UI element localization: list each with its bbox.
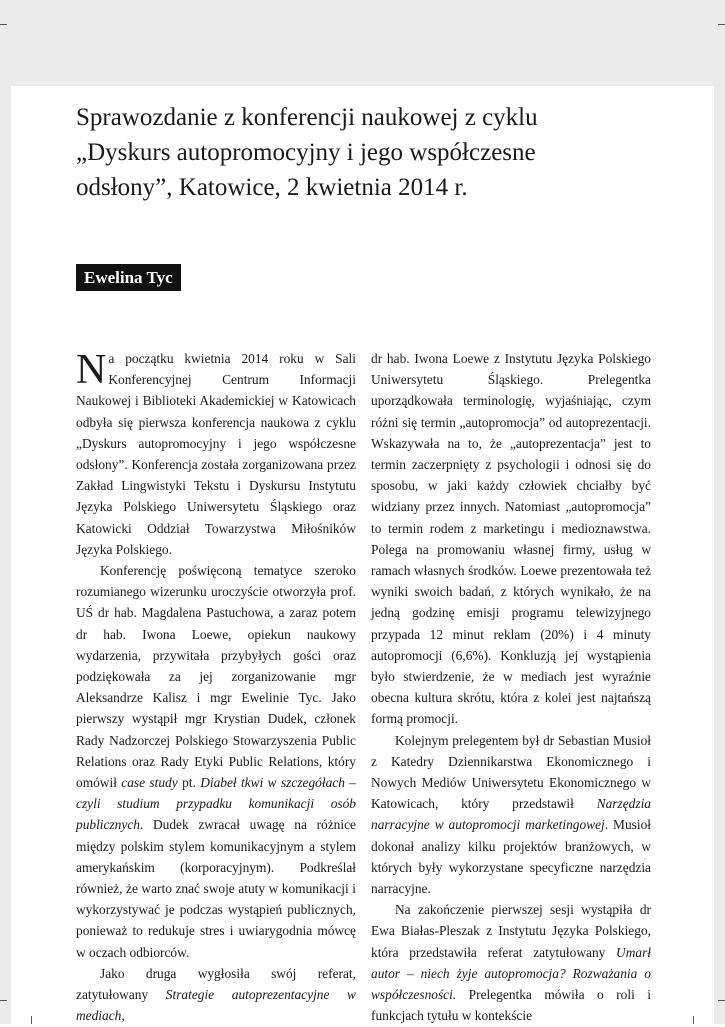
- paragraph: Konferencję poświęconą tematyce szeroko rozumianego wizerunku uroczyście otworzyła prof. UŚ dr hab. Magdalena Pastuchowa, a zaraz potem dr hab. Iwona Loewe, opiekun naukowy wydarzenia, przywitała przybyłych gości oraz podziękowała za jej zorganizowanie mgr Aleksandrze Kalisz i mgr Ewelinie Tyc. Jako pierwszy wystąpił mgr Krystian Dudek, członek Rady Nadzorczej Polskiego Stowarzyszenia Public Relations oraz Rady Etyki Public Relations, który omówił case study pt. Diabeł tkwi w szczegółach – czyli studium przypadku komunikacji osób publicznych. Dudek zwracał uwagę na różnice między polskim stylem komunikacyjnym a stylem amerykańskim (korporacyjnym). Podkreślał również, że warto znać swoje atuty w komunikacji i wykorzystywać je podczas wystąpień publicznych, ponieważ to redukuje stres i uwiarygodnia mówcę w oczach odbiorców.: [76, 563, 356, 960]
- article-title: Sprawozdanie z konferencji naukowej z cyklu „Dyskurs autopromocyjny i jego współczesne odsłony”, Katowice, 2 kwietnia 2014 r.: [76, 104, 538, 201]
- paragraph: Na zakończenie pierwszej sesji wystąpiła dr Ewa Białas-Pleszak z Instytutu Języka Polskiego, która przedstawiła referat zatytułowany Umarł autor – niech żyje autopromocja? Rozważania o współczesności. Prelegentka mówiła o roli i funkcjach tytułu w kontekście: [371, 902, 651, 1024]
- crop-mark-bottom-left: [0, 1000, 7, 1001]
- crop-mark-bottom-left-v: [31, 1016, 32, 1024]
- paragraph: Jako druga wygłosiła swój referat, zatytułowany Strategie autoprezentacyjne w mediach,: [76, 965, 356, 1024]
- author-name: Ewelina Tyc: [76, 264, 181, 291]
- page-left-margin: [0, 86, 11, 1024]
- paragraph: dr hab. Iwona Loewe z Instytutu Języka Polskiego Uniwersytetu Śląskiego. Prelegentka uporządkowała terminologię, wyjaśniając, czym różni się termin „autopromocja” od autoprezentacji. Wskazywała na to, że „autoprezentacja” jest to termin zaczerpnięty z psychologii i odnosi się do sposobu, w jaki każdy człowiek chciałby być widziany przez innych. Natomiast „autopromocja” to termin rodem z marketingu i medioznawstwa. Polega na promowaniu własnej firmy, usług w ramach własnych środków. Loewe prezentowała też wyniki swoich badań, z których wynikało, że na jedną godzinę emisji programu telewizyjnego przypada 12 minut reklam (20%) i 4 minuty autopromocji (6,6%). Konkluzją jej wystąpienia było stwierdzenie, że w mediach jest wyraźnie obecna kultura skrótu, która z kolei jest najtańszą formą promocji.: [371, 351, 651, 727]
- text-column-right: [371, 348, 651, 1027]
- page-top-margin: [0, 0, 725, 86]
- crop-mark-top-right: [718, 24, 725, 25]
- paragraph: Na początku kwietnia 2014 roku w Sali Konferencyjnej Centrum Informacji Naukowej i Biblioteki Akademickiej w Katowicach odbyła się pierwsza konferencja naukowa z cyklu „Dyskurs autopromocyjny i jego współczesne odsłony”. Konferencja została zorganizowana przez Zakład Lingwistyki Tekstu i Dyskursu Instytutu Języka Polskiego Uniwersytetu Śląskiego oraz Katowicki Oddział Towarzystwa Miłośników Języka Polskiego.: [76, 347, 356, 557]
- paragraph: Kolejnym prelegentem był dr Sebastian Musioł z Katedry Dziennikarstwa Ekonomicznego i Nowych Mediów Uniwersytetu Ekonomicznego w Katowicach, który przedstawił Narzędzia narracyjne w autopromocji marketingowej. Musioł dokonał analizy kilku projektów branżowych, w których były wykorzystane specyficzne narzędzia narracyjne.: [371, 732, 651, 897]
- crop-mark-top-left: [0, 24, 7, 25]
- page-right-margin: [714, 0, 725, 1024]
- crop-mark-bottom-right-v: [693, 1016, 694, 1024]
- drop-cap: N: [76, 347, 107, 393]
- text-column-left: [76, 348, 356, 1027]
- crop-mark-bottom-right: [718, 1000, 725, 1001]
